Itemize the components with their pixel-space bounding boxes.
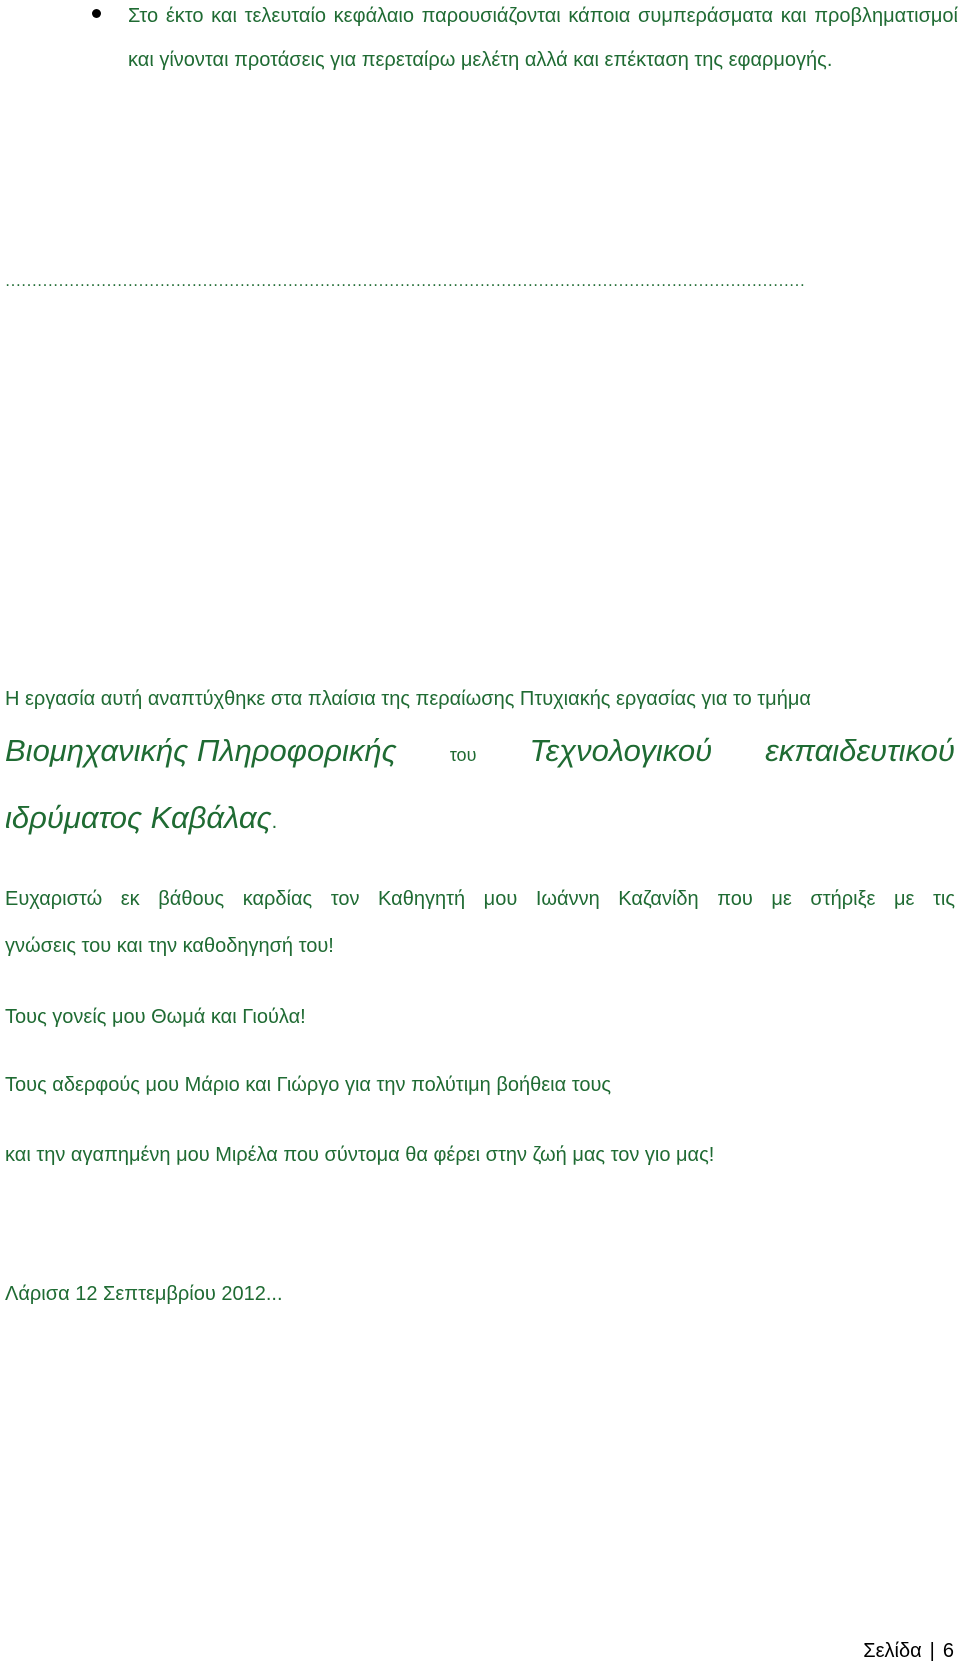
fiancee-paragraph: και την αγαπημένη μου Μιρέλα που σύντομα θα φέρει στην ζωή μας τον γιο μας! — [5, 1144, 715, 1166]
department-line — [5, 733, 955, 769]
connector-word: του — [449, 745, 477, 765]
department-name: Βιομηχανικής Πληροφορικής — [5, 733, 397, 768]
institution-name: ιδρύματος Καβάλας — [5, 800, 272, 835]
page-label: Σελίδα — [863, 1640, 922, 1662]
dotted-separator: …………………………………………………………………………………………………………………………………… — [5, 273, 805, 290]
footer-separator: | — [929, 1640, 935, 1662]
institution-period: . — [271, 811, 278, 833]
page-number: 6 — [942, 1640, 954, 1662]
bullet-text: Στο έκτο και τελευταίο κεφάλαιο παρουσιάζονται κάποια συμπεράσματα και προβληματισμοί και γίνονται προτάσεις για περεταίρω μελέτη αλλά και επέκταση της εφαρμογής. — [128, 5, 958, 71]
institution-word-b: εκπαιδευτικού — [765, 733, 955, 768]
parents-paragraph: Τους γονείς μου Θωμά και Γιούλα! — [5, 1006, 306, 1028]
siblings-paragraph: Τους αδερφούς μου Μάριο και Γιώργο για την πολύτιμη βοήθεια τους — [5, 1074, 612, 1096]
bullet-marker — [92, 9, 101, 18]
thanks-line-2: γνώσεις του και την καθοδηγησή του! — [5, 935, 334, 957]
thanks-line-1: Ευχαριστώ εκ βάθους καρδίας τον Καθηγητή μου Ιωάννη Καζανίδη που με στήριξε με τις — [5, 888, 955, 910]
page-footer — [863, 1640, 954, 1663]
institution-line — [5, 800, 955, 836]
place-date: Λάρισα 12 Σεπτεμβρίου 2012... — [5, 1283, 283, 1305]
institution-word-a: Τεχνολογικού — [529, 733, 713, 768]
intro-paragraph: Η εργασία αυτή αναπτύχθηκε στα πλαίσια της περαίωσης Πτυχιακής εργασίας για το τμήμα — [5, 688, 811, 710]
